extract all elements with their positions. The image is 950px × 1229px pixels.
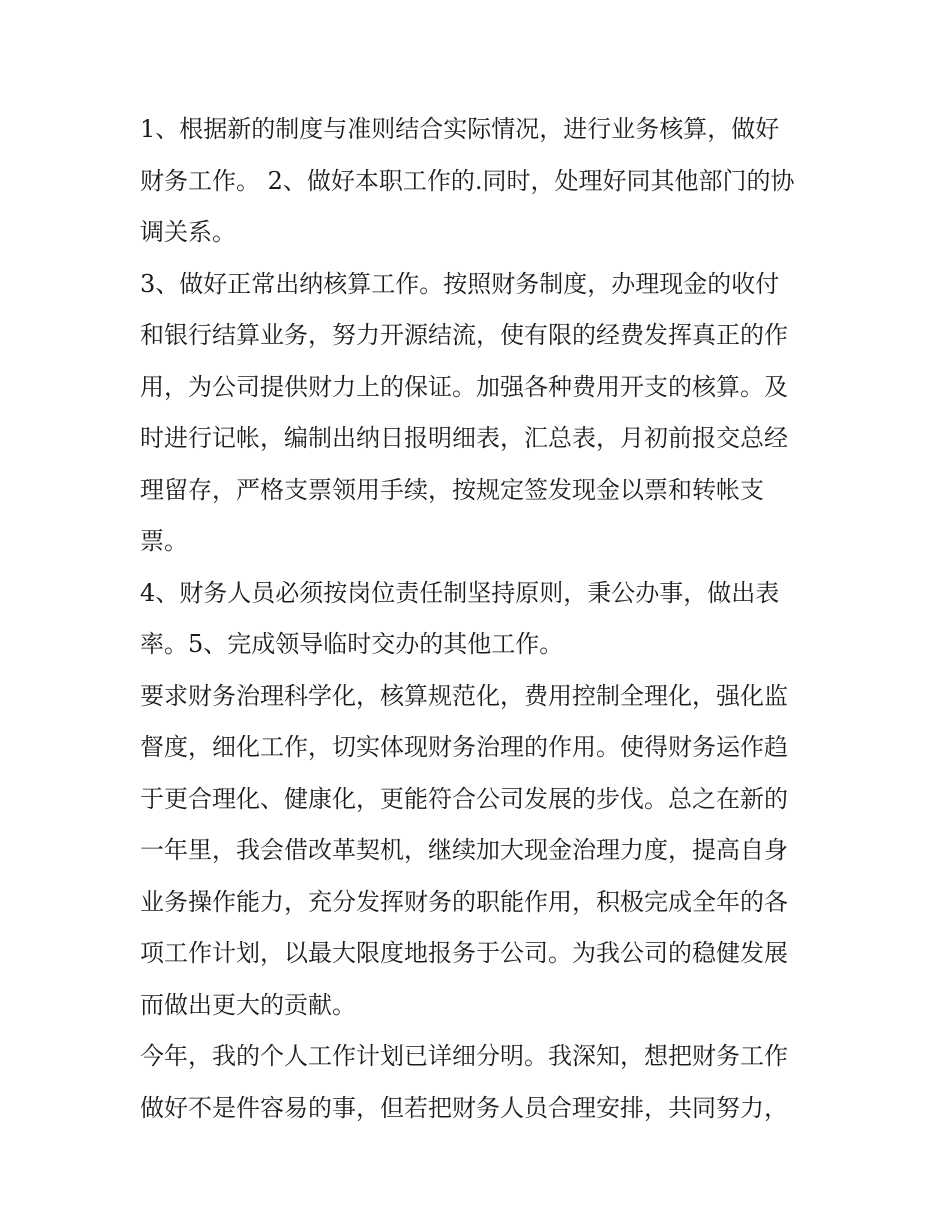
text-line: 率。5、完成领导临时交办的其他工作。 (140, 630, 564, 658)
text-line: 一年里，我会借改革契机，继续加大现金治理力度，提高自身 (140, 836, 788, 864)
text-line: 做好不是件容易的事，但若把财务人员合理安排，共同努力， (140, 1093, 788, 1122)
text-line: 财务工作。 2、做好本职工作的.同时，处理好同其他部门的协 (140, 166, 795, 195)
text-line: 3、做好正常出纳核算工作。按照财务制度，办理现金的收付 (140, 269, 780, 298)
text-line: 用，为公司提供财力上的保证。加强各种费用开支的核算。及 (140, 372, 788, 401)
document-body (140, 104, 812, 1134)
text-line: 项工作计划，以最大限度地报务于公司。为我公司的稳健发展 (140, 939, 788, 967)
text-line: 票。 (140, 527, 188, 555)
paragraph-duty-3 (140, 259, 812, 568)
text-line: 督度，细化工作，切实体现财务治理的作用。使得财务运作趋 (140, 733, 788, 761)
paragraph-duties-1-2 (140, 104, 812, 259)
text-line: 4、财务人员必须按岗位责任制坚持原则，秉公办事，做出表 (140, 578, 780, 607)
text-line: 于更合理化、健康化，更能符合公司发展的步伐。总之在新的 (140, 784, 788, 813)
text-line: 今年，我的个人工作计划已详细分明。我深知，想把财务工作 (140, 1042, 788, 1070)
text-line: 而做出更大的贡献。 (140, 990, 356, 1019)
paragraph-requirements (140, 671, 812, 1032)
text-line: 1、根据新的制度与准则结合实际情况，进行业务核算，做好 (140, 115, 780, 143)
text-line: 和银行结算业务，努力开源结流，使有限的经费发挥真正的作 (140, 321, 788, 349)
paragraph-conclusion (140, 1031, 812, 1134)
text-line: 要求财务治理科学化，核算规范化，费用控制全理化，强化监 (140, 681, 788, 710)
text-line: 业务操作能力，充分发挥财务的职能作用，积极完成全年的各 (140, 887, 788, 916)
paragraph-duties-4-5 (140, 568, 812, 671)
text-line: 调关系。 (140, 218, 236, 246)
text-line: 理留存，严格支票领用手续，按规定签发现金以票和转帐支 (140, 475, 764, 504)
text-line: 时进行记帐，编制出纳日报明细表，汇总表，月初前报交总经 (140, 424, 788, 452)
